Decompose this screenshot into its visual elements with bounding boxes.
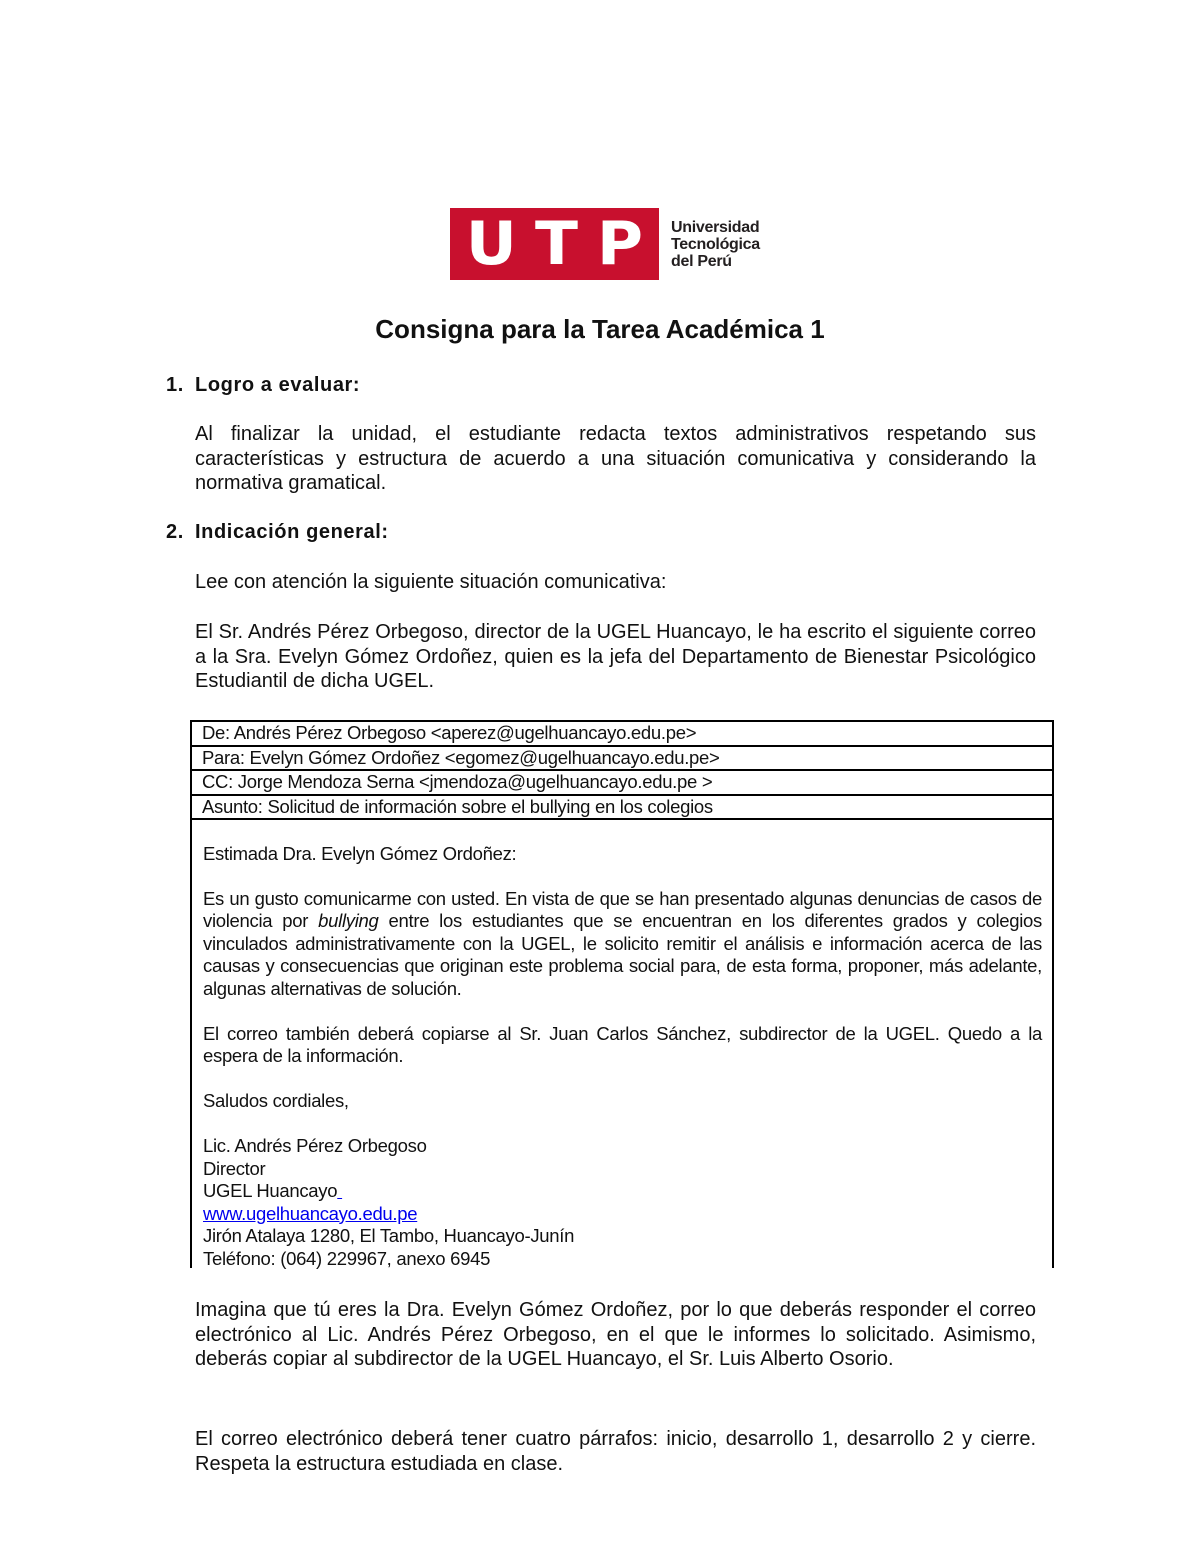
section-1-heading <box>166 374 360 397</box>
section-2-title: Indicación general: <box>195 521 389 543</box>
logo-letter-u: U <box>465 209 517 279</box>
email-body <box>192 820 1052 1270</box>
email-subject: Asunto: Solicitud de información sobre el bullying en los colegios <box>192 796 1052 821</box>
instruction-paragraph-1: Imagina que tú eres la Dra. Evelyn Gómez Ordoñez, por lo que deberás responder el correo electrónico al Lic. Andrés Pérez Orbegoso, en el que le informes lo solicitado. Asimismo, deberás copiar al subdirector de la UGEL Huancayo, el Sr. Luis Alberto Osorio. <box>195 1299 1036 1370</box>
logo-letter-t: T <box>535 209 579 279</box>
section-2-context: El Sr. Andrés Pérez Orbegoso, director de la UGEL Huancayo, le ha escrito el siguiente correo a la Sra. Evelyn Gómez Ordoñez, quien es la jefa del Departamento de Bienestar Psicológico Estudiantil de dicha UGEL. <box>195 621 1036 692</box>
signature-website-link[interactable]: www.ugelhuancayo.edu.pe <box>203 1202 418 1224</box>
section-2-intro: Lee con atención la siguiente situación comunicativa: <box>195 571 667 593</box>
signature-phone: Teléfono: (064) 229967, anexo 6945 <box>203 1247 491 1269</box>
logo-letter-p: P <box>597 209 644 279</box>
section-1-number: 1. <box>166 374 184 396</box>
bullying-term: bullying <box>318 910 379 931</box>
email-greeting: Estimada Dra. Evelyn Gómez Ordoñez: <box>203 842 517 864</box>
signature-org: UGEL Huancayo <box>203 1180 338 1201</box>
university-name-line-3: del Perú <box>671 252 732 270</box>
university-name <box>671 219 760 270</box>
email-paragraph-2: El correo también deberá copiarse al Sr. Juan Carlos Sánchez, subdirector de la UGEL. Quedo a la espera de la información. <box>203 1022 1042 1066</box>
university-name-line-1: Universidad <box>671 218 760 236</box>
signature-address: Jirón Atalaya 1280, El Tambo, Huancayo-Junín <box>203 1225 575 1246</box>
signature-role: Director <box>203 1157 266 1179</box>
email-cc: CC: Jorge Mendoza Serna <jmendoza@ugelhuancayo.edu.pe > <box>192 771 1052 796</box>
utp-logo <box>450 208 760 280</box>
university-name-line-2: Tecnológica <box>671 235 760 253</box>
utp-logo-mark <box>450 208 659 280</box>
section-2-number: 2. <box>166 521 184 543</box>
section-2-heading <box>166 521 389 544</box>
instruction-paragraph-2: El correo electrónico deberá tener cuatro párrafos: inicio, desarrollo 1, desarrollo 2 y cierre. Respeta la estructura estudiada en clase. <box>195 1428 1036 1475</box>
document-title: Consigna para la Tarea Académica 1 <box>375 314 825 344</box>
email-box <box>190 720 1054 1268</box>
email-closing: Saludos cordiales, <box>203 1090 349 1111</box>
section-1-text: Al finalizar la unidad, el estudiante redacta textos administrativos respetando sus características y estructura de acuerdo a una situación comunicativa y considerando la normativa gramatical. <box>195 423 1036 494</box>
email-paragraph-1: Es un gusto comunicarme con usted. En vista de que se han presentado algunas denuncias de casos de violencia por bullying entre los estudiantes que se encuentran en los diferentes grados y colegios vinculados administrativamente con la UGEL, le solicito remitir el análisis e información acerca de las causas y consecuencias que originan este problema social para, de esta forma, proponer, más adelante, algunas alternativas de solución. <box>203 887 1042 999</box>
section-1-title: Logro a evaluar: <box>195 374 361 396</box>
email-to: Para: Evelyn Gómez Ordoñez <egomez@ugelhuancayo.edu.pe> <box>192 747 1052 772</box>
email-from: De: Andrés Pérez Orbegoso <aperez@ugelhuancayo.edu.pe> <box>192 722 1052 747</box>
signature-name: Lic. Andrés Pérez Orbegoso <box>203 1135 427 1156</box>
